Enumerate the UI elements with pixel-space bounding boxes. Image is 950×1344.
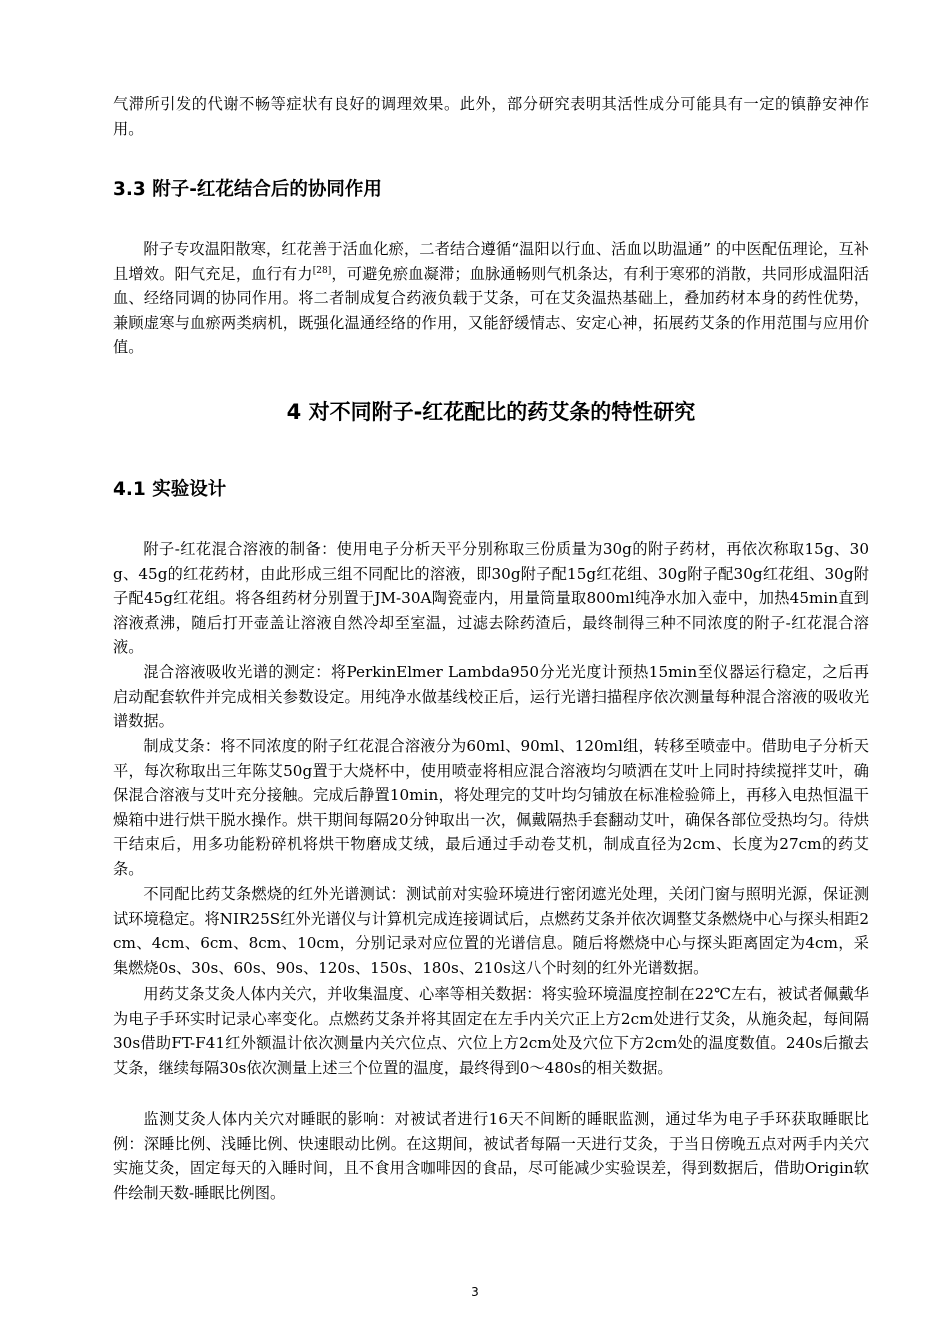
paragraph-text-part1: 附子专攻温阳散寒，红花善于活血化瘀，二者结合遵循“温阳以行血、活血以助温通” 的中医配伍理论，互补且增效。阳气充足，血行有力	[113, 240, 869, 283]
paragraph-neiguan-moxibustion: 用药艾条艾灸人体内关穴，并收集温度、心率等相关数据：将实验环境温度控制在22℃左右，被试者佩戴华为电子手环实时记录心率变化。点燃药艾条并将其固定在左手内关穴正上方2cm处进行艾灸，从施灸起，每间隔30s借助FT-F41红外额温计依次测量内关穴位点、穴位上方2cm处及穴位下方2cm处的温度数值。240s后撤去艾条，继续每隔30s依次测量上述三个位置的温度，最终得到0～480s的相关数据。	[113, 985, 869, 1077]
section-3-3-heading: 3.3 附子-红花结合后的协同作用	[113, 179, 382, 200]
paragraph-text-part2: ，可避免瘀血凝滞；血脉通畅则气机条达，有利于寒邪的消散，共同形成温阳活血、经络同调的协同作用。将二者制成复合药液负载于艾条，可在艾灸温热基础上，叠加药材本身的药性优势，兼顾虚寒与血瘀两类病机，既强化温通经络的作用，又能舒缓情志、安定心神，拓展药艾条的作用范围与应用价值。	[113, 264, 870, 357]
citation-ref: [28]	[312, 265, 332, 276]
paragraph-making-moxa: 制成艾条：将不同浓度的附子红花混合溶液分为60ml、90ml、120ml组，转移至喷壶中。借助电子分析天平，每次称取出三年陈艾50g置于大烧杯中，使用喷壶将相应混合溶液均匀喷洒在艾叶上同时持续搅拌艾叶，确保混合溶液与艾叶充分接触。完成后静置10min，将处理完的艾叶均匀铺放在标准检验筛上，再移入电热恒温干燥箱中进行烘干脱水操作。烘干期间每隔20分钟取出一次，佩戴隔热手套翻动艾叶，确保各部位受热均匀。待烘干结束后，用多功能粉碎机将烘干物磨成艾绒，最后通过手动卷艾机，制成直径为2cm、长度为27cm的药艾条。	[113, 737, 869, 878]
section-4-1-heading: 4.1 实验设计	[113, 479, 227, 500]
paragraph-solution-prep: 附子-红花混合溶液的制备：使用电子分析天平分别称取三份质量为30g的附子药材，再依次称取15g、30g、45g的红花药材，由此形成三组不同配比的溶液，即30g附子配15g红花组、30g附子配30g红花组、30g附子配45g红花组。将各组药材分别置于JM-30A陶瓷壶内，用量筒量取800ml纯净水加入壶中，加热45min直到溶液煮沸，随后打开壶盖让溶液自然冷却至室温，过滤去除药渣后，最终制得三种不同浓度的附子-红花混合溶液。	[113, 540, 869, 657]
intro-paragraph: 气滞所引发的代谢不畅等症状有良好的调理效果。此外，部分研究表明其活性成分可能具有一定的镇静安神作用。	[113, 95, 869, 138]
paragraph-absorption-spectrum: 混合溶液吸收光谱的测定：将PerkinElmer Lambda950分光光度计预热15min至仪器运行稳定，之后再启动配套软件并完成相关参数设定。用纯净水做基线校正后，运行光谱扫描程序依次测量每种混合溶液的吸收光谱数据。	[113, 663, 869, 731]
paragraph-sleep-monitoring: 监测艾灸人体内关穴对睡眠的影响：对被试者进行16天不间断的睡眠监测，通过华为电子手环获取睡眠比例：深睡比例、浅睡比例、快速眼动比例。在这期间，被试者每隔一天进行艾灸，于当日傍晚五点对两手内关穴实施艾灸，固定每天的入睡时间，且不食用含咖啡因的食品，尽可能减少实验误差，得到数据后，借助Origin软件绘制天数-睡眠比例图。	[113, 1110, 869, 1202]
section-3-3-paragraph	[113, 237, 869, 360]
chapter-4-heading: 4 对不同附子-红花配比的药艾条的特性研究	[286, 400, 696, 424]
page-number: 3	[471, 1285, 479, 1299]
paragraph-infrared-test: 不同配比药艾条燃烧的红外光谱测试：测试前对实验环境进行密闭遮光处理，关闭门窗与照明光源，保证测试环境稳定。将NIR25S红外光谱仪与计算机完成连接调试后，点燃药艾条并依次调整艾条燃烧中心与探头相距2cm、4cm、6cm、8cm、10cm，分别记录对应位置的光谱信息。随后将燃烧中心与探头距离固定为4cm，采集燃烧0s、30s、60s、90s、120s、150s、180s、210s这八个时刻的红外光谱数据。	[113, 885, 869, 977]
